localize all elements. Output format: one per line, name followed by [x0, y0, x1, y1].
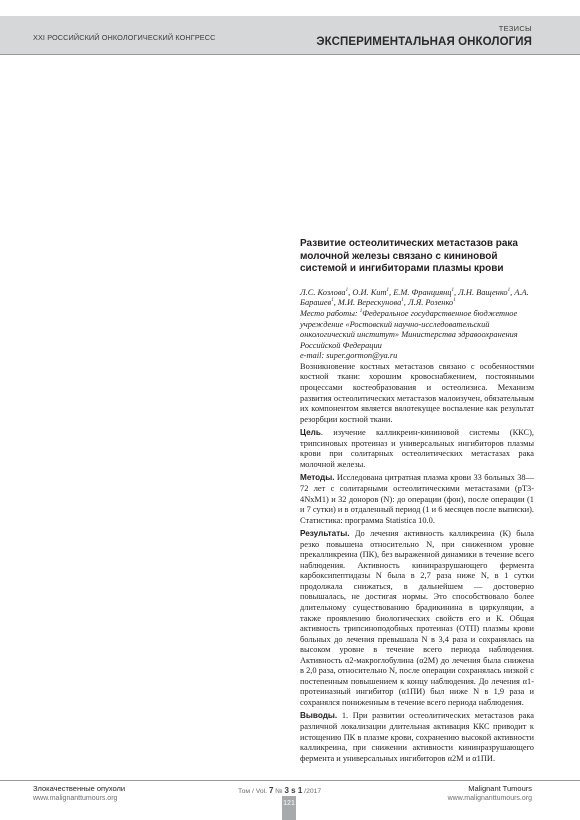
methods-text: Исследована цитратная плазма крови 33 больных 38—72 лет с солитарными остеолитическими метастазами (pT3-4NxM1) и 32 доноров (N): до операции (фон), после операции (1 и 7 сутки) и в отдаленный период (1 и 6 месяцев после выписки). Статистика: программа Statistica 10.0. [300, 473, 534, 525]
results-label: Результаты. [300, 529, 350, 539]
contact-email[interactable]: e-mail: super.gormon@ya.ru [300, 351, 398, 361]
author-list: Л.С. Козлова$^1$, О.И. Кит$^1$, Е.М. Франциянц$^1$, Л.Н. Ващенко$^1$, А.А. Барашев$^1$, М.И. Верескунова$^1$, Л.Я. Розенко$^1$ [300, 287, 529, 308]
footer-right [448, 784, 532, 803]
congress-title: XXI РОССИЙСКИЙ ОНКОЛОГИЧЕСКИЙ КОНГРЕСС [33, 33, 216, 42]
conclusions-paragraph [300, 711, 534, 764]
methods-label: Методы. [300, 473, 335, 483]
section-title: ЭКСПЕРИМЕНТАЛЬНАЯ ОНКОЛОГИЯ [316, 36, 532, 48]
page-number: 121 [282, 796, 296, 820]
footer-left [33, 784, 125, 803]
section-tag: ТЕЗИСЫ [498, 24, 532, 33]
aim-paragraph [300, 428, 534, 470]
aim-label: Цель [300, 428, 321, 438]
volume-info: Том / Vol. 7 № 3 s 1 /2017 [238, 786, 322, 795]
article-title: Развитие остеолитических метастазов рака молочной железы связано с кининовой системой и ингибиторами плазмы крови [300, 238, 518, 275]
aim-text: . изучение калликреин-кининовой системы (ККС), трипсиновых протеиназ и универсальных ингибиторов плазмы крови при солитарных остеолитических метастазах рака молочной железы. [300, 428, 534, 469]
footer-divider [0, 780, 580, 781]
intro-paragraph: Возникновение костных метастазов связано с особенностями костной ткани: хорошим кровоснабжением, постоянными процессами костеобразования и остеолизиса. Механизм развития остеолитических метастазов малоизучен, обязательным их компонентом является вялотекущее воспаление как результат резорбции костной ткани. [300, 361, 534, 424]
results-paragraph [300, 529, 534, 708]
section-heading [316, 24, 532, 48]
conclusions-label: Выводы. [300, 711, 338, 721]
header-divider [0, 54, 580, 55]
methods-paragraph [300, 473, 534, 526]
conclusions-text: 1. При развитии остеолитических метастазов рака различной локализации длительная активация ККС приводит к истощению ПК в плазме крови, сохранению высокой активности калликреина, при снижении активности кининразрушающего фермента и универсальных ингибиторов α2М и α1ПИ. [300, 711, 534, 763]
journal-name-ru: Злокачественные опухоли [33, 784, 126, 793]
journal-site-right[interactable]: www.malignanttumours.org [447, 794, 532, 802]
affiliation: Место работы: $^1$Федеральное государственное бюджетное учреждение «Ростовский научно-исследовательский онкологический институт» Министерства здравоохранения Российской Федерации [300, 308, 518, 350]
page-header [0, 0, 580, 55]
journal-name-en: Malignant Tumours [468, 784, 532, 793]
abstract-article [300, 238, 534, 767]
results-text: До лечения активность калликреина (К) была резко повышена относительно N, при сниженном уровне прекалликреина (ПК), без выраженной динамики в течение всего наблюдения. Активность кининразрушающего фермента карбоксипептидазы N была в 2,7 раза ниже N, в 1 сутки продолжала снижаться, в дальнейшем — достоверно повышалась, не достигая нормы. Это способствовало более длительному существованию брадикинина в циркуляции, а также проявлению биологических свойств его и К. Общая активность трипсиноподобных протеиназ (ОТП) плазмы крови больных до лечения превышала N в 3,4 раза и сохранялась на высоком уровне в течение всего периода наблюдения. Активность α2-макроглобулина (α2М) до лечения была снижена в 2,0 раза, относительно N, после операции сохранялась низкой с постепенным повышением к концу наблюдения. До лечения α1-протеиназный ингибитор (α1ПИ) был ниже N в 1,9 раза и сохранялся пониженным в течение всего периода наблюдения. [300, 529, 534, 707]
journal-site-left[interactable]: www.malignanttumours.org [33, 794, 118, 802]
